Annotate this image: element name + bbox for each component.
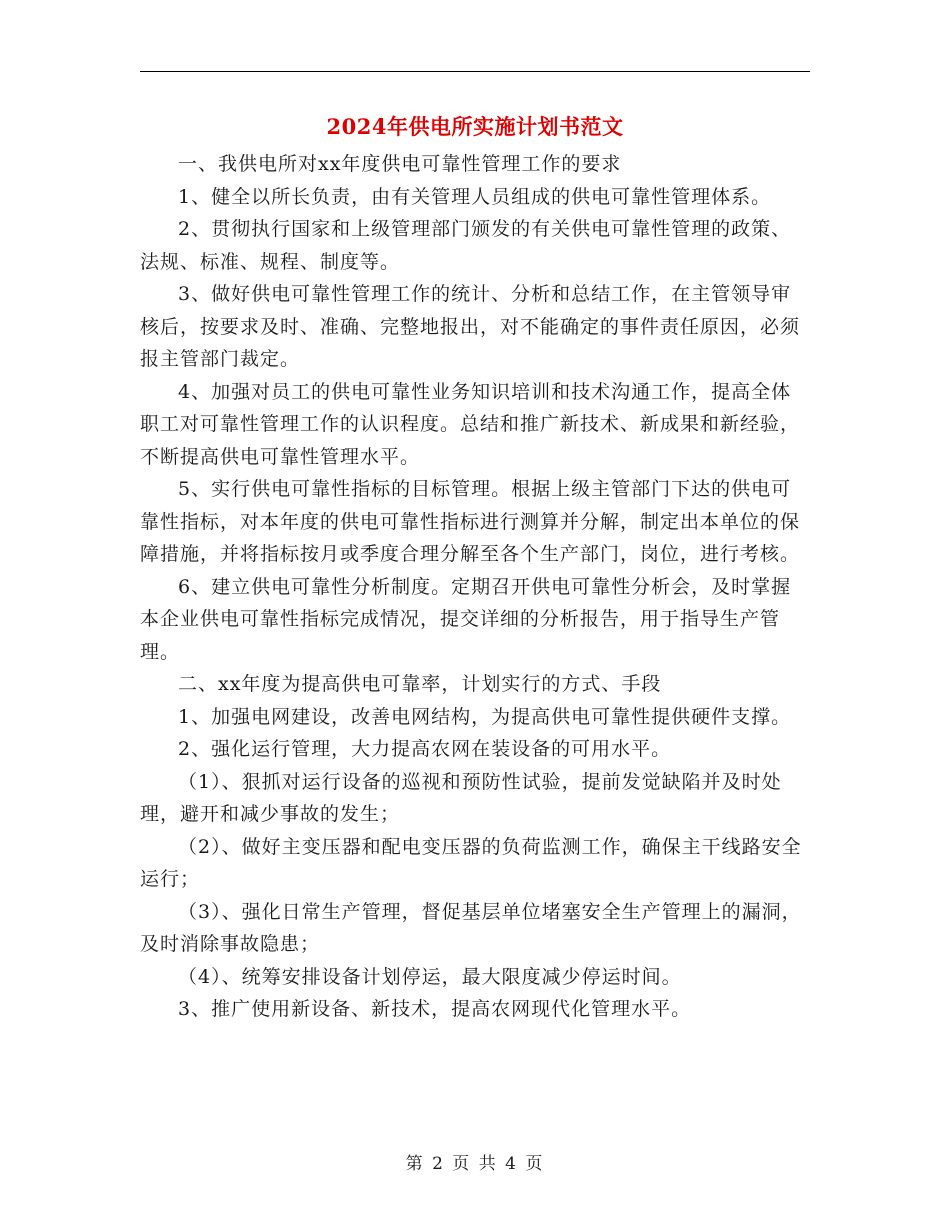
paragraph: 2、贯彻执行国家和上级管理部门颁发的有关供电可靠性管理的政策、法规、标准、规程、制度等。 bbox=[140, 218, 792, 273]
paragraph: （3）、强化日常生产管理，督促基层单位堵塞安全生产管理上的漏洞，及时消除事故隐患； bbox=[140, 900, 802, 955]
header-rule bbox=[140, 71, 810, 72]
document-body bbox=[140, 148, 810, 1026]
paragraph: 二、xx年度为提高供电可靠率，计划实行的方式、手段 bbox=[178, 673, 662, 695]
paragraph: 一、我供电所对xx年度供电可靠性管理工作的要求 bbox=[178, 153, 622, 175]
paragraph: 6、建立供电可靠性分析制度。定期召开供电可靠性分析会，及时掌握本企业供电可靠性指标完成情况，提交详细的分析报告，用于指导生产管理。 bbox=[140, 575, 792, 663]
paragraph: 5、实行供电可靠性指标的目标管理。根据上级主管部门下达的供电可靠性指标，对本年度的供电可靠性指标进行测算并分解，制定出本单位的保障措施，并将指标按月或季度合理分解至各个生产部门，岗位，进行考核。 bbox=[140, 478, 801, 565]
paragraph: （1）、狠抓对运行设备的巡视和预防性试验，提前发觉缺陷并及时处理，避开和减少事故的发生； bbox=[140, 770, 782, 825]
document-title: 2024年供电所实施计划书范文 bbox=[326, 114, 624, 139]
paragraph: 4、加强对员工的供电可靠性业务知识培训和技术沟通工作，提高全体职工对可靠性管理工作的认识程度。总结和推广新技术、新成果和新经验，不断提高供电可靠性管理水平。 bbox=[140, 380, 801, 468]
paragraph: 3、做好供电可靠性管理工作的统计、分析和总结工作，在主管领导审核后，按要求及时、准确、完整地报出，对不能确定的事件责任原因，必须报主管部门裁定。 bbox=[140, 283, 801, 370]
paragraph: 1、健全以所长负责，由有关管理人员组成的供电可靠性管理体系。 bbox=[178, 185, 772, 208]
paragraph: （4）、统筹安排设备计划停运，最大限度减少停运时间。 bbox=[178, 965, 682, 988]
paragraph: （2）、做好主变压器和配电变压器的负荷监测工作，确保主干线路安全运行； bbox=[140, 835, 802, 890]
paragraph: 2、强化运行管理，大力提高农网在装设备的可用水平。 bbox=[178, 738, 672, 760]
paragraph: 1、加强电网建设，改善电网结构，为提高供电可靠性提供硬件支撑。 bbox=[178, 705, 792, 728]
page-footer: 第 2 页 共 4 页 bbox=[405, 1154, 545, 1174]
paragraph: 3、推广使用新设备、新技术，提高农网现代化管理水平。 bbox=[178, 998, 692, 1020]
